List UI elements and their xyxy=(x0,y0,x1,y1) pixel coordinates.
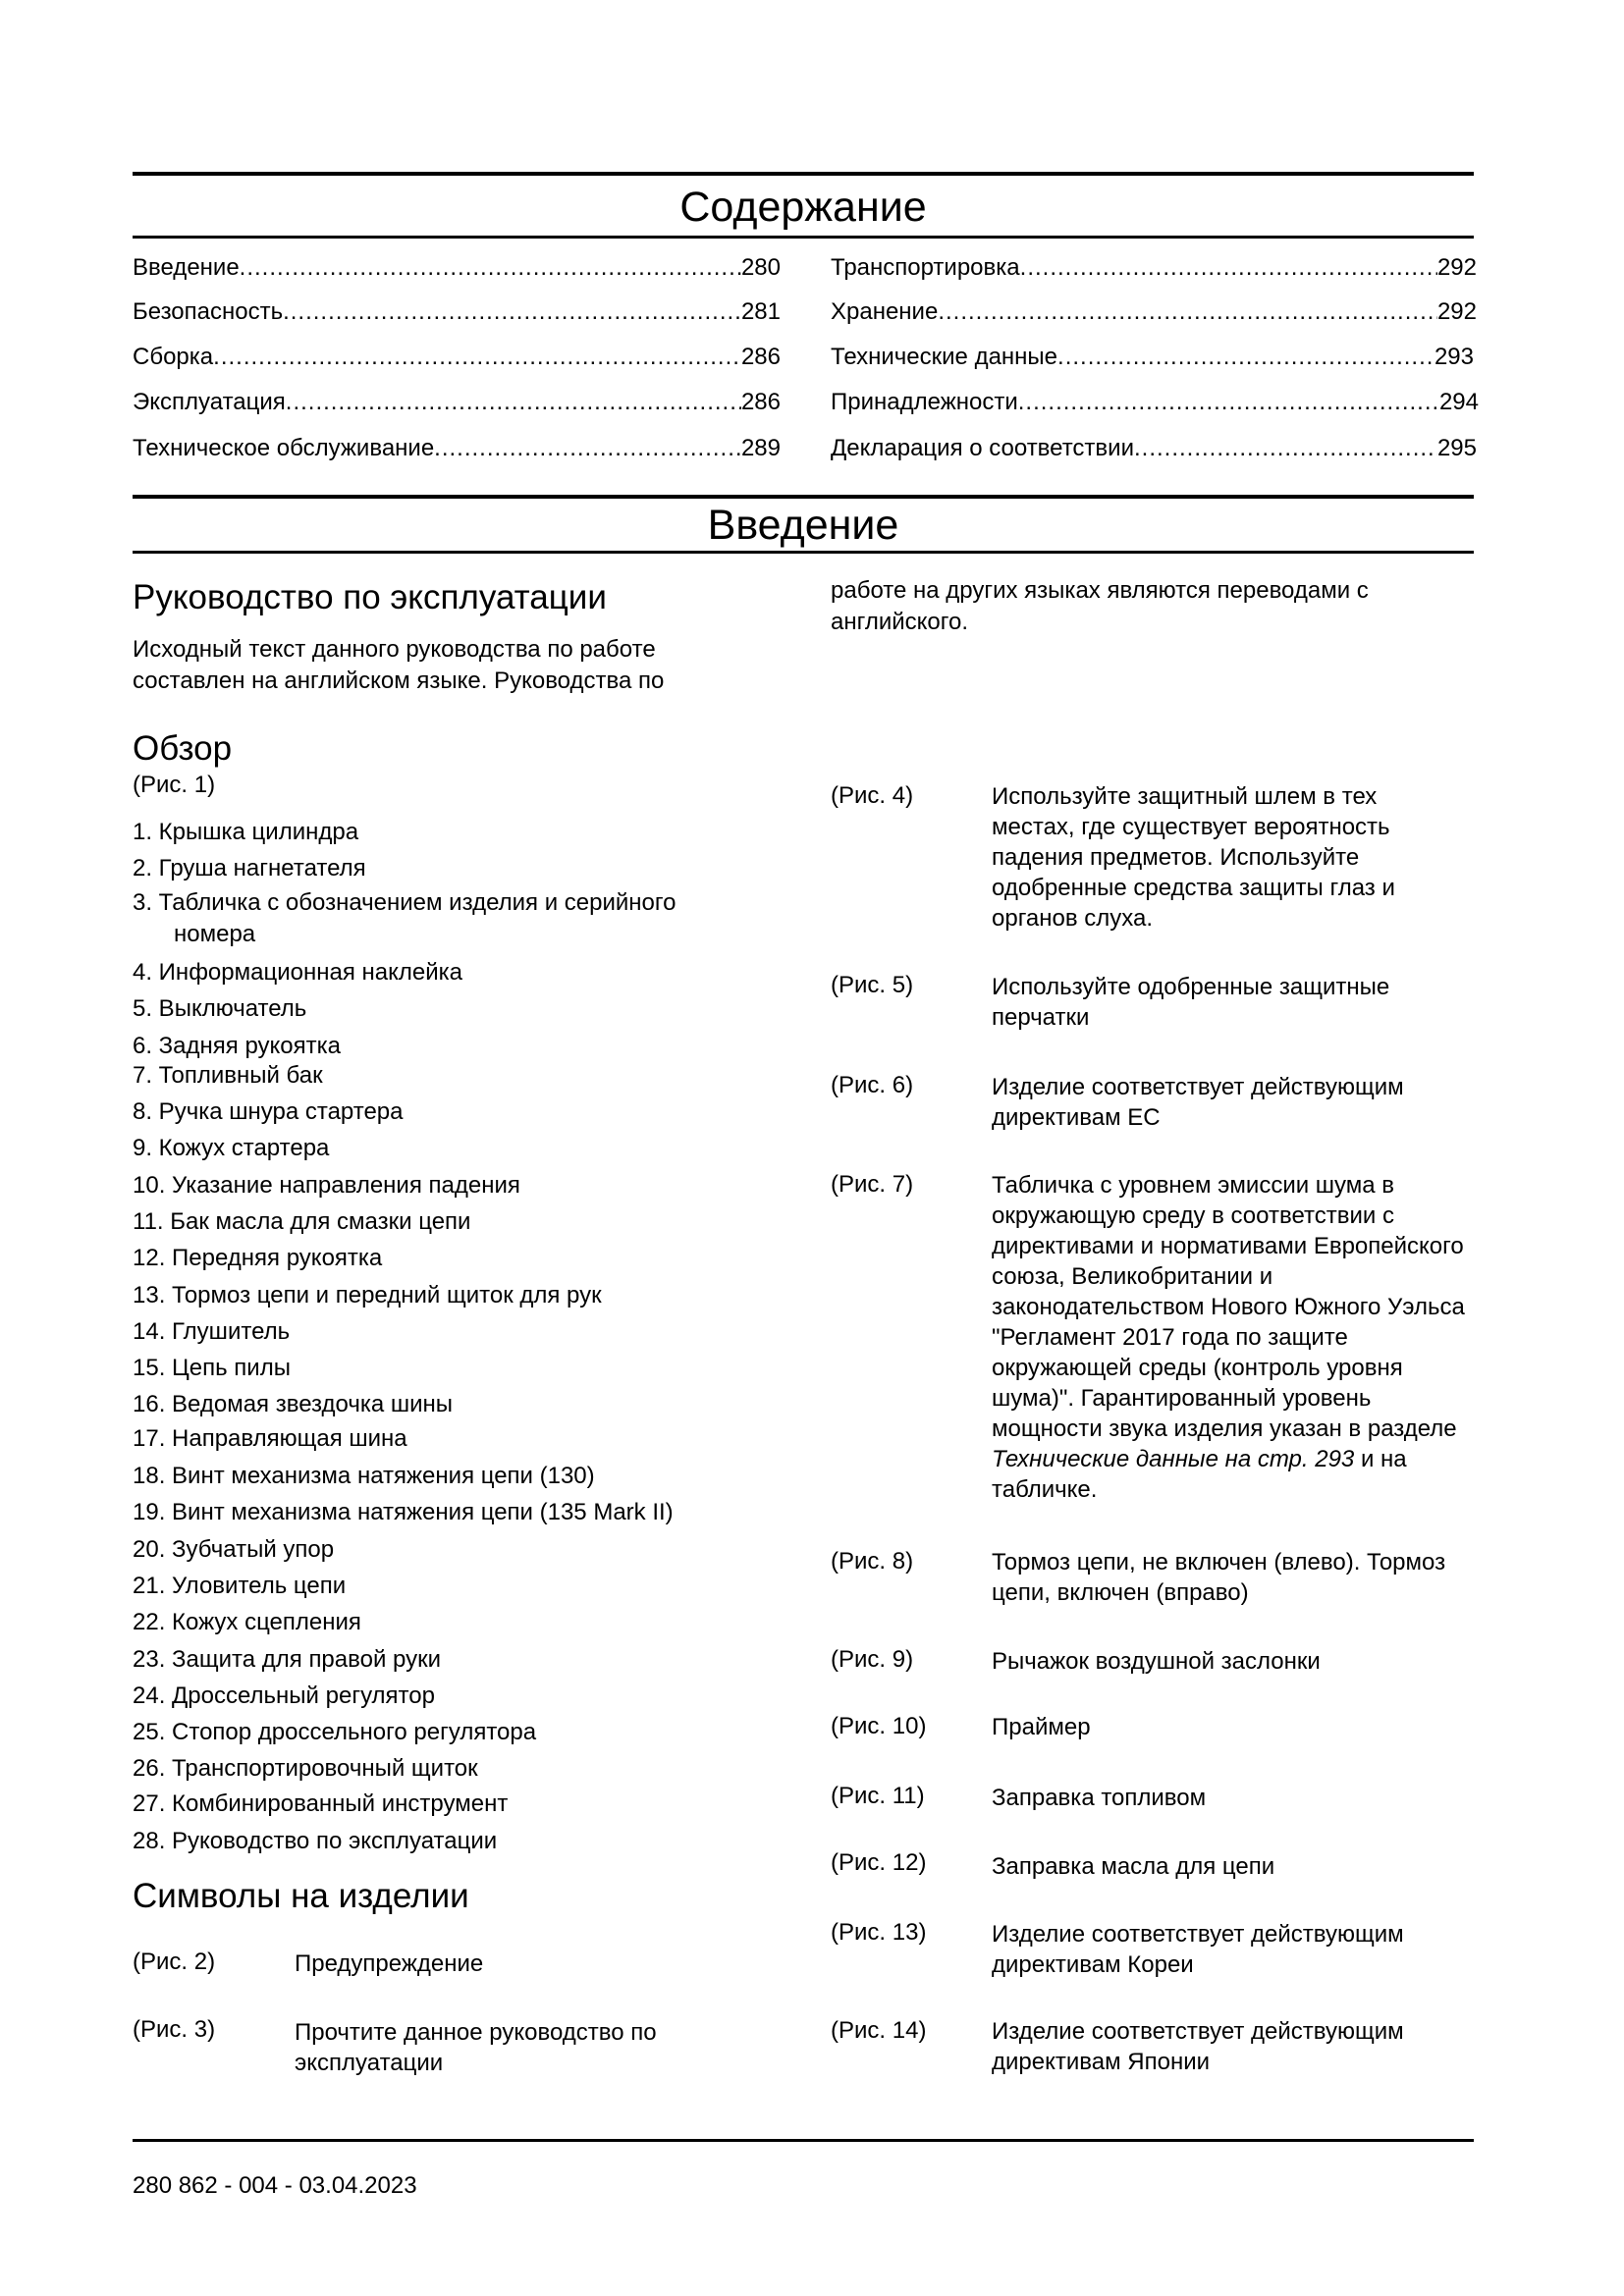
symbol-ref: (Рис. 2) xyxy=(133,1949,216,1975)
manual-heading: Руководство по эксплуатации xyxy=(133,578,607,616)
symbol-ref: (Рис. 5) xyxy=(831,972,914,998)
toc-leader xyxy=(938,297,1437,327)
toc-entry-technical-data[interactable] xyxy=(831,343,1474,372)
document-id: 280 862 - 004 - 03.04.2023 xyxy=(133,2172,417,2199)
symbol-ref: (Рис. 12) xyxy=(831,1849,927,1876)
list-item: 28. Руководство по эксплуатации xyxy=(133,1828,498,1854)
symbol-text-pre: Табличка с уровнем эмиссии шума в окружающую среду в соответствии с директивами и нормативами Европейского союза, Великобритании и законодательством Нового Южного Уэльса "Регламент 2017 года по защите окружающей среды (контроль уровня шума)". Гарантированный уровень мощности звука изделия указан в разделе xyxy=(992,1172,1465,1442)
toc-label: Транспортировка xyxy=(831,254,1020,281)
toc-leader xyxy=(1057,343,1435,372)
toc-entry-accessories[interactable] xyxy=(831,388,1479,417)
toc-leader xyxy=(213,343,741,372)
toc-page: 289 xyxy=(740,435,781,461)
symbol-description: Праймер xyxy=(992,1714,1091,1740)
toc-label: Безопасность xyxy=(133,298,284,325)
toc-title: Содержание xyxy=(679,184,927,231)
symbol-ref: (Рис. 10) xyxy=(831,1713,927,1739)
toc-entry-operation[interactable] xyxy=(133,388,781,417)
manual-text-left: Исходный текст данного руководства по работе составлен на английском языке. Руководства по xyxy=(133,636,665,694)
symbol-ref: (Рис. 11) xyxy=(831,1783,925,1809)
list-item: 2. Груша нагнетателя xyxy=(133,855,366,881)
list-item: 16. Ведомая звездочка шины xyxy=(133,1391,454,1417)
toc-leader xyxy=(1018,388,1439,417)
toc-page: 286 xyxy=(740,344,781,370)
overview-figure-ref: (Рис. 1) xyxy=(133,772,216,798)
symbol-ref: (Рис. 8) xyxy=(831,1548,914,1575)
toc-entry-declaration[interactable] xyxy=(831,434,1477,463)
symbol-description: Предупреждение xyxy=(295,1950,484,1977)
top-rule xyxy=(133,172,1474,176)
symbol-description: Тормоз цепи, не включен (влево). Тормоз цепи, включен (вправо) xyxy=(992,1549,1446,1606)
toc-label: Хранение xyxy=(831,298,939,325)
symbol-text-post: и на табличке. xyxy=(992,1446,1407,1503)
list-item: 25. Стопор дроссельного регулятора xyxy=(133,1719,537,1745)
intro-title-rule xyxy=(133,551,1474,554)
symbol-description xyxy=(992,1170,1478,1505)
manual-text-right: работе на других языках являются переводами с английского. xyxy=(831,577,1369,635)
symbol-ref: (Рис. 9) xyxy=(831,1646,914,1673)
toc-label: Введение xyxy=(133,254,240,281)
list-item: 20. Зубчатый упор xyxy=(133,1536,335,1563)
list-item: 21. Уловитель цепи xyxy=(133,1573,347,1599)
toc-leader xyxy=(286,388,741,417)
list-item: 3. Табличка с обозначением изделия и серийного xyxy=(133,889,677,916)
toc-entry-assembly[interactable] xyxy=(133,343,781,372)
symbol-description: Прочтите данное руководство по эксплуатации xyxy=(295,2019,657,2076)
toc-leader xyxy=(283,297,741,327)
list-item: 22. Кожух сцепления xyxy=(133,1609,361,1635)
toc-label: Принадлежности xyxy=(831,389,1018,415)
list-item: 6. Задняя рукоятка xyxy=(133,1033,342,1059)
intro-top-rule xyxy=(133,495,1474,499)
symbol-description: Изделие соответствует действующим директивам ЕС xyxy=(992,1074,1404,1131)
toc-page: 281 xyxy=(740,298,781,325)
footer-rule xyxy=(133,2139,1474,2142)
list-item: 15. Цепь пилы xyxy=(133,1355,291,1381)
symbol-description: Используйте защитный шлем в тех местах, где существует вероятность падения предметов. Используйте одобренные средства защиты глаз и органов слуха. xyxy=(992,783,1395,932)
symbols-heading: Символы на изделии xyxy=(133,1877,469,1915)
toc-page: 293 xyxy=(1434,344,1474,370)
toc-page: 292 xyxy=(1436,298,1477,325)
list-item: 26. Транспортировочный щиток xyxy=(133,1755,478,1782)
list-item: 18. Винт механизма натяжения цепи (130) xyxy=(133,1463,595,1489)
list-item: 19. Винт механизма натяжения цепи (135 Mark II) xyxy=(133,1499,674,1525)
symbol-ref: (Рис. 14) xyxy=(831,2017,927,2044)
toc-leader xyxy=(1020,253,1437,283)
list-item: номера xyxy=(174,921,256,947)
toc-entry-safety[interactable] xyxy=(133,297,781,327)
toc-page: 292 xyxy=(1436,254,1477,281)
toc-page: 295 xyxy=(1436,435,1477,461)
symbol-description: Рычажок воздушной заслонки xyxy=(992,1648,1321,1675)
toc-label: Декларация о соответствии xyxy=(831,435,1134,461)
list-item: 9. Кожух стартера xyxy=(133,1135,330,1161)
toc-entry-storage[interactable] xyxy=(831,297,1477,327)
overview-heading: Обзор xyxy=(133,729,233,768)
list-item: 5. Выключатель xyxy=(133,995,307,1022)
list-item: 13. Тормоз цепи и передний щиток для рук xyxy=(133,1282,602,1308)
toc-page: 294 xyxy=(1438,389,1479,415)
symbol-description: Изделие соответствует действующим директивам Японии xyxy=(992,2018,1404,2075)
toc-label: Эксплуатация xyxy=(133,389,286,415)
list-item: 23. Защита для правой руки xyxy=(133,1646,442,1673)
symbol-ref: (Рис. 6) xyxy=(831,1072,914,1098)
list-item: 4. Информационная наклейка xyxy=(133,959,462,986)
toc-page: 280 xyxy=(740,254,781,281)
list-item: 27. Комбинированный инструмент xyxy=(133,1790,509,1817)
intro-title: Введение xyxy=(707,502,899,549)
toc-label: Технические данные xyxy=(831,344,1058,370)
toc-leader xyxy=(1134,434,1437,463)
symbol-description: Заправка масла для цепи xyxy=(992,1853,1275,1880)
list-item: 17. Направляющая шина xyxy=(133,1425,407,1452)
symbol-ref: (Рис. 3) xyxy=(133,2016,216,2043)
toc-title-rule xyxy=(133,236,1474,239)
toc-leader xyxy=(240,253,741,283)
symbol-description: Используйте одобренные защитные перчатки xyxy=(992,974,1390,1031)
toc-page: 286 xyxy=(740,389,781,415)
toc-leader xyxy=(434,434,741,463)
toc-entry-introduction[interactable] xyxy=(133,253,781,283)
list-item: 10. Указание направления падения xyxy=(133,1172,520,1199)
toc-entry-transportation[interactable] xyxy=(831,253,1477,283)
technical-data-link[interactable]: Технические данные на стр. 293 xyxy=(992,1446,1355,1472)
toc-label: Сборка xyxy=(133,344,214,370)
symbol-description: Заправка топливом xyxy=(992,1785,1207,1811)
list-item: 12. Передняя рукоятка xyxy=(133,1245,383,1271)
symbol-ref: (Рис. 4) xyxy=(831,782,914,809)
list-item: 1. Крышка цилиндра xyxy=(133,819,359,845)
list-item: 14. Глушитель xyxy=(133,1318,291,1345)
symbol-ref: (Рис. 7) xyxy=(831,1171,914,1198)
list-item: 7. Топливный бак xyxy=(133,1062,323,1089)
symbol-description: Изделие соответствует действующим директивам Кореи xyxy=(992,1921,1404,1978)
list-item: 24. Дроссельный регулятор xyxy=(133,1682,435,1709)
toc-label: Техническое обслуживание xyxy=(133,435,435,461)
list-item: 11. Бак масла для смазки цепи xyxy=(133,1208,471,1235)
list-item: 8. Ручка шнура стартера xyxy=(133,1098,404,1125)
symbol-ref: (Рис. 13) xyxy=(831,1919,927,1946)
toc-entry-maintenance[interactable] xyxy=(133,434,781,463)
